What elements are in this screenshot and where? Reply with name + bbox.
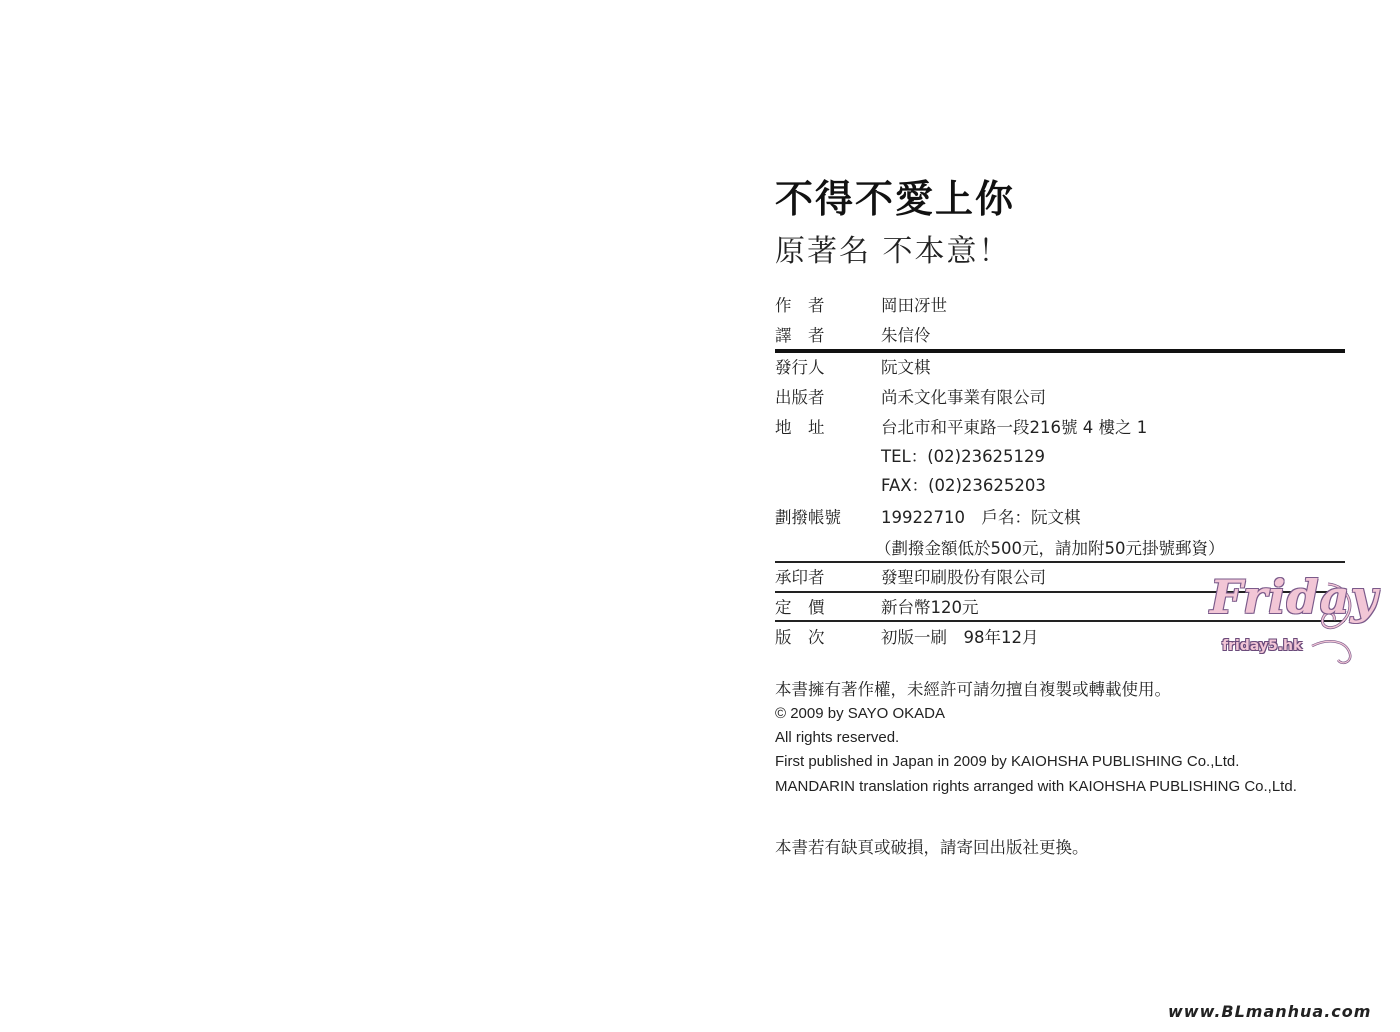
friday-watermark xyxy=(1200,566,1379,676)
price-label: 定 價 xyxy=(775,598,825,617)
edition-value: 初版一刷 98年12月 xyxy=(881,628,1039,647)
fax-value: FAX：(02)23625203 xyxy=(881,476,1046,495)
author-label: 作 者 xyxy=(775,296,825,315)
address-value: 台北市和平東路一段216號 4 樓之 1 xyxy=(881,418,1148,437)
damage-notice: 本書若有缺頁或破損，請寄回出版社更換。 xyxy=(775,838,1089,857)
publisher-person-value: 阮文棋 xyxy=(881,358,931,377)
original-title: 原著名 不本意！ xyxy=(775,234,1011,269)
account-label: 劃撥帳號 xyxy=(775,508,841,527)
publisher-value: 尚禾文化事業有限公司 xyxy=(881,388,1046,407)
copyright-notice: 本書擁有著作權，未經許可請勿擅自複製或轉載使用。 xyxy=(775,680,1171,699)
watermark-script: Friday xyxy=(1210,570,1379,624)
divider-thick xyxy=(775,349,1345,353)
translator-value: 朱信伶 xyxy=(881,326,931,345)
book-title: 不得不愛上你 xyxy=(775,177,1016,221)
printer-label: 承印者 xyxy=(775,568,825,587)
account-note: （劃撥金額低於500元，請加附50元掛號郵資） xyxy=(875,539,1225,558)
address-label: 地 址 xyxy=(775,418,825,437)
author-value: 岡田冴世 xyxy=(881,296,947,315)
price-value: 新台幣120元 xyxy=(881,598,979,617)
divider-1 xyxy=(775,561,1345,563)
publisher-label: 出版者 xyxy=(775,388,825,407)
english-copyright: © 2009 by SAYO OKADA xyxy=(775,705,946,722)
account-value: 19922710 戶名：阮文棋 xyxy=(881,508,1081,527)
printer-value: 發聖印刷股份有限公司 xyxy=(881,568,1046,587)
english-rights: All rights reserved. xyxy=(775,729,900,746)
english-first-published: First published in Japan in 2009 by KAIOHSHA PUBLISHING Co.,Ltd. xyxy=(775,753,1240,770)
tel-value: TEL：(02)23625129 xyxy=(881,447,1046,466)
watermark-url: friday5.hk xyxy=(1222,638,1303,654)
site-footer: www.BLmanhua.com xyxy=(1168,1002,1372,1021)
publisher-person-label: 發行人 xyxy=(775,358,825,377)
edition-label: 版 次 xyxy=(775,628,825,647)
english-translation-rights: MANDARIN translation rights arranged with KAIOHSHA PUBLISHING Co.,Ltd. xyxy=(775,778,1297,795)
translator-label: 譯 者 xyxy=(775,326,825,345)
